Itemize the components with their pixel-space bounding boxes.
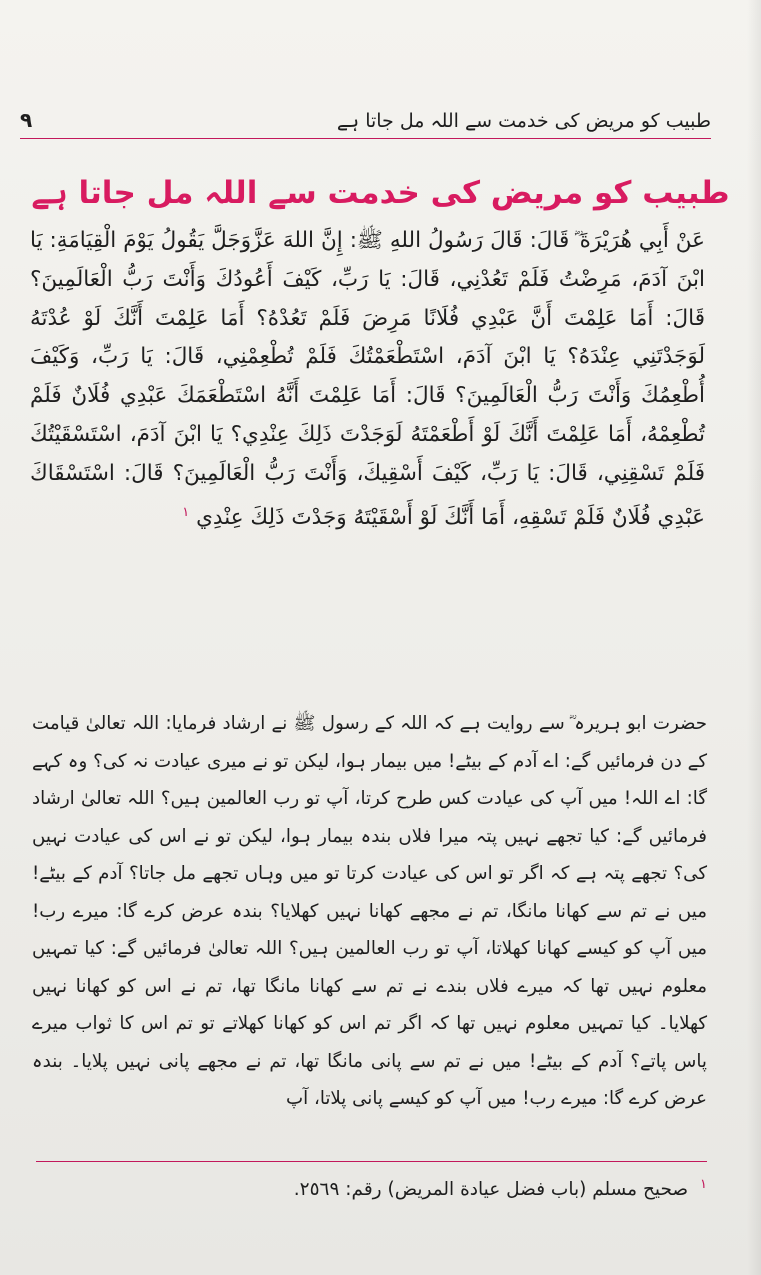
hadith-arabic-body: عَنْ أَبِي هُرَيْرَةَ ؓ قَالَ: قَالَ رَسُولُ اللهِ ﷺ: إِنَّ اللهَ عَزَّوَجَلَّ يَقُولُ يَوْمَ الْقِيَامَةِ: يَا ابْنَ آدَمَ، مَرِضْتُ فَلَمْ تَعُدْنِي، قَالَ: يَا رَبِّ، كَيْفَ أَعُودُكَ وَأَنْتَ رَبُّ الْعَالَمِينَ؟ قَالَ: أَمَا عَلِمْتَ أَنَّ عَبْدِي فُلَانًا مَرِضَ فَلَمْ تَعُدْهُ؟ أَمَا عَلِمْتَ أَنَّكَ لَوْ عُدْتَهُ لَوَجَدْتَنِي عِنْدَهُ؟ يَا ابْنَ آدَمَ، اسْتَطْعَمْتُكَ فَلَمْ تُطْعِمْنِي، قَالَ: يَا رَبِّ، وَكَيْفَ أُطْعِمُكَ وَأَنْتَ رَبُّ الْعَالَمِينَ؟ قَالَ: أَمَا عَلِمْتَ أَنَّهُ اسْتَطْعَمَكَ عَبْدِي فُلَانٌ فَلَمْ تُطْعِمْهُ، أَمَا عَلِمْتَ أَنَّكَ لَوْ أَطْعَمْتَهُ لَوَجَدْتَ ذَلِكَ عِنْدِي؟ يَا ابْنَ آدَمَ، اسْتَسْقَيْتُكَ فَلَمْ تَسْقِنِي، قَالَ: يَا رَبِّ، كَيْفَ أَسْقِيكَ، وَأَنْتَ رَبُّ الْعَالَمِينَ؟ قَالَ: اسْتَسْقَاكَ عَبْدِي فُلَانٌ فَلَمْ تَسْقِهِ، أَمَا أَنَّكَ لَوْ أَسْقَيْتَهُ وَجَدْتَ ذَلِكَ عِنْدِي	[30, 228, 705, 530]
chapter-title: طبیب کو مریض کی خدمت سے اللہ مل جاتا ہے	[31, 175, 730, 211]
hadith-arabic-text	[30, 222, 705, 538]
running-title: طبیب کو مریض کی خدمت سے اللہ مل جاتا ہے	[336, 110, 711, 132]
urdu-translation: حضرت ابو ہریرہ ؓ سے روایت ہے کہ اللہ کے رسول ﷺ نے ارشاد فرمایا: اللہ تعالیٰ قیامت کے دن فرمائیں گے: اے آدم کے بیٹے! میں بیمار ہوا، لیکن تو نے میری عیادت نہ کی؟ وہ کہے گا: اے اللہ! میں آپ کی عیادت کس طرح کرتا، آپ تو رب العالمین ہیں؟ اللہ تعالیٰ ارشاد فرمائیں گے: کیا تجھے نہیں پتہ میرا فلاں بندہ بیمار ہوا، لیکن تو نے اس کی عیادت نہیں کی؟ تجھے پتہ ہے کہ اگر تو اس کی عیادت کرتا تو میں وہاں تجھے مل جاتا؟ آدم کے بیٹے! میں نے تم سے کھانا مانگا، تم نے مجھے کھانا نہیں کھلایا؟ بندہ عرض کرے گا: میرے رب! میں آپ کو کیسے کھانا کھلاتا، آپ تو رب العالمین ہیں؟ اللہ تعالیٰ فرمائیں گے: کیا تمہیں معلوم نہیں تھا کہ میرے فلاں بندے نے تم سے کھانا مانگا تھا، تم نے اس کو کھانا نہیں کھلایا۔ کیا تمہیں معلوم نہیں تھا کہ اگر تم اس کو کھانا کھلاتے تو تم اس کا ثواب میرے پاس پاتے؟ آدم کے بیٹے! میں نے تم سے پانی مانگا تھا، تم نے مجھے پانی نہیں پلایا۔ بندہ عرض کرے گا: میرے رب! میں آپ کو کیسے پانی پلاتا، آپ	[32, 713, 707, 1109]
page-edge-shadow	[747, 0, 761, 1275]
footnote-text: صحيح مسلم (باب فضل عيادة المريض) رقم: ٢٥٦٩.	[293, 1179, 689, 1201]
page-number: ۹	[20, 108, 33, 132]
running-header	[20, 92, 711, 139]
footnote-divider	[36, 1161, 707, 1162]
footnote-marker: ١	[700, 1177, 707, 1192]
footnote-reference: ١	[182, 504, 190, 520]
footnote	[40, 1168, 707, 1207]
